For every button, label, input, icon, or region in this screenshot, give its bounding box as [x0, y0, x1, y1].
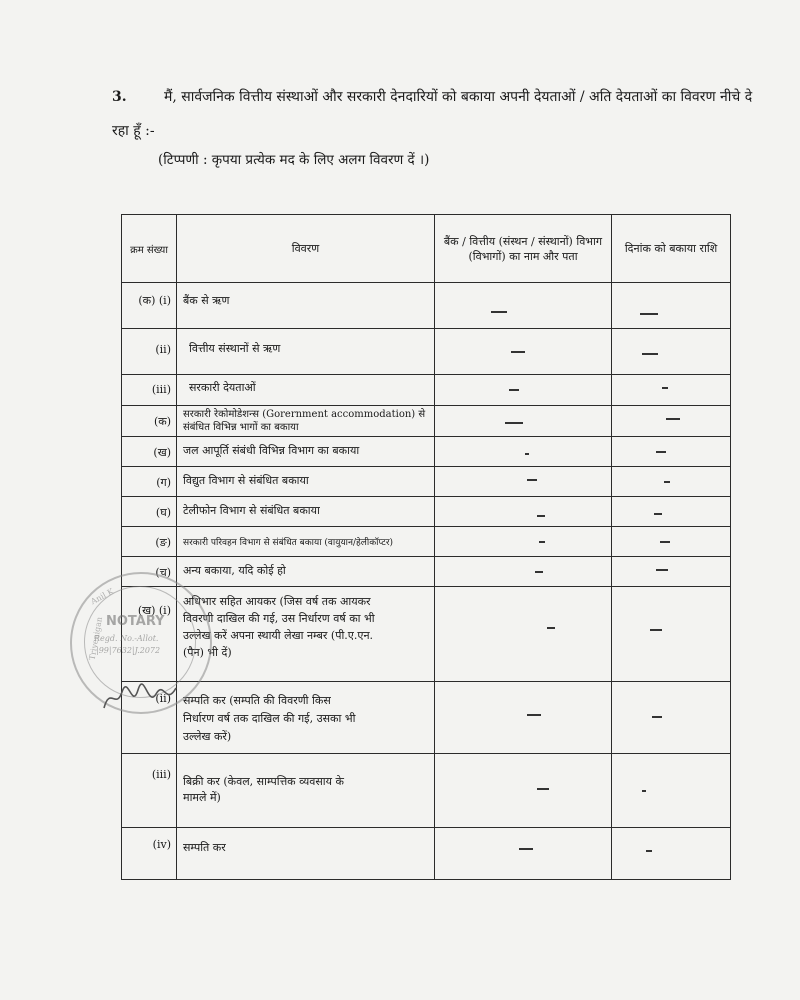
- row-serial: (iv): [122, 828, 177, 880]
- stamp-name-top: Anil K: [89, 586, 116, 607]
- row-institution: [435, 375, 612, 406]
- row-institution: [435, 329, 612, 375]
- row-description: बिक्री कर (केवल, साम्पत्तिक व्यवसाय के मामले में): [177, 754, 435, 828]
- header-description: विवरण: [177, 215, 435, 283]
- row-serial: (ग): [122, 467, 177, 497]
- row-description: अन्य बकाया, यदि कोई हो: [177, 557, 435, 587]
- row-description: जल आपूर्ति संबंधी विभिन्न विभाग का बकाया: [177, 437, 435, 467]
- row-serial: (क): [122, 406, 177, 437]
- header-serial: क्रम संख्या: [122, 215, 177, 283]
- row-description: टेलीफोन विभाग से संबंधित बकाया: [177, 497, 435, 527]
- table-row: [122, 682, 731, 754]
- row-institution: [435, 527, 612, 557]
- stamp-date: |99|7632|J.2072: [96, 646, 161, 655]
- row-serial: (ii): [122, 329, 177, 375]
- row-amount: [612, 406, 731, 437]
- intro-paragraph: [112, 80, 762, 148]
- row-institution: [435, 828, 612, 880]
- table-row: [122, 283, 731, 329]
- row-amount: [612, 682, 731, 754]
- stamp-title: NOTARY: [106, 614, 165, 629]
- row-institution: [435, 497, 612, 527]
- row-amount: [612, 329, 731, 375]
- row-serial: (ङ): [122, 527, 177, 557]
- table-row: [122, 467, 731, 497]
- row-description: अधिभार सहित आयकर (जिस वर्ष तक आयकर विवरणी दाखिल की गई, उस निर्धारण वर्ष का भी उल्लेख करें अपना स्थायी लेखा नम्बर (पी.ए.एन. (पैन) भी दें): [177, 587, 435, 682]
- row-amount: [612, 557, 731, 587]
- table-row: [122, 587, 731, 682]
- row-serial: (ख) (i): [122, 587, 177, 682]
- table-row: [122, 754, 731, 828]
- stamp-name-side: Trivenigan: [87, 616, 105, 661]
- row-amount: [612, 497, 731, 527]
- row-amount: [612, 283, 731, 329]
- row-amount: [612, 828, 731, 880]
- row-institution: [435, 283, 612, 329]
- row-institution: [435, 437, 612, 467]
- row-serial: (क) (i): [122, 283, 177, 329]
- row-amount: [612, 375, 731, 406]
- row-description: विद्युत विभाग से संबंधित बकाया: [177, 467, 435, 497]
- row-serial: (च): [122, 557, 177, 587]
- row-description: सम्पति कर: [177, 828, 435, 880]
- section-number: 3.: [112, 89, 127, 105]
- row-institution: [435, 587, 612, 682]
- row-amount: [612, 437, 731, 467]
- row-description: सरकारी देयताओं: [177, 375, 435, 406]
- row-description: वित्तीय संस्थानों से ऋण: [177, 329, 435, 375]
- row-description: सम्पति कर (सम्पति की विवरणी किस निर्धारण वर्ष तक दाखिल की गई, उसका भी उल्लेख करें): [177, 682, 435, 754]
- row-amount: [612, 467, 731, 497]
- row-serial: (घ): [122, 497, 177, 527]
- intro-text: मैं, सार्वजनिक वित्तीय संस्थाओं और सरकारी देनदारियों को बकाया अपनी देयताओं / अति देयताओं का विवरण नीचे दे रहा हूँ :-: [112, 89, 753, 139]
- stamp-reg: Regd. No.-Allot.: [94, 634, 159, 643]
- table-row: [122, 406, 731, 437]
- table-row: [122, 828, 731, 880]
- row-serial: (iii): [122, 754, 177, 828]
- signature-scribble: [100, 680, 180, 716]
- row-amount: [612, 587, 731, 682]
- table-row: [122, 437, 731, 467]
- table-row: [122, 497, 731, 527]
- table-header-row: [122, 215, 731, 283]
- row-description: सरकारी परिवहन विभाग से संबंधित बकाया (वायुयान/हेलीकॉप्टर): [177, 527, 435, 557]
- row-institution: [435, 467, 612, 497]
- row-serial: (ii): [122, 682, 177, 754]
- row-institution: [435, 406, 612, 437]
- row-description: बैंक से ऋण: [177, 283, 435, 329]
- table-row: [122, 375, 731, 406]
- row-institution: [435, 682, 612, 754]
- table-row: [122, 557, 731, 587]
- row-institution: [435, 754, 612, 828]
- row-amount: [612, 527, 731, 557]
- row-institution: [435, 557, 612, 587]
- header-institution: बैंक / वित्तीय (संस्थन / संस्थानों) विभाग (विभागों) का नाम और पता: [435, 215, 612, 283]
- row-serial: (ख): [122, 437, 177, 467]
- header-amount: दिनांक को बकाया राशि: [612, 215, 731, 283]
- row-amount: [612, 754, 731, 828]
- row-serial: (iii): [122, 375, 177, 406]
- liabilities-table: [121, 214, 731, 880]
- table-row: [122, 527, 731, 557]
- row-description: सरकारी रेकोमोडेशन्स (Gorernment accommodation) से संबंधित विभिन्न भागों का बकाया: [177, 406, 435, 437]
- table-row: [122, 329, 731, 375]
- note-text: (टिप्पणी : कृपया प्रत्येक मद के लिए अलग विवरण दें ।): [158, 152, 430, 168]
